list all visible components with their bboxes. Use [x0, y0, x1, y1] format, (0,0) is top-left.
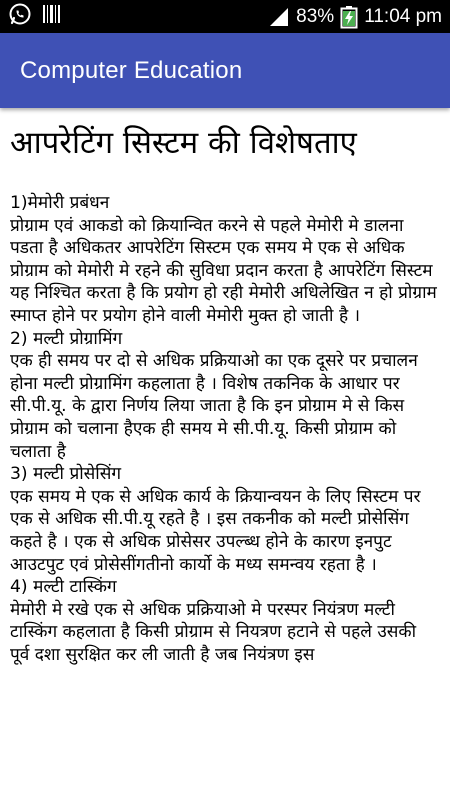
- signal-icon: [268, 6, 290, 28]
- whatsapp-icon: [8, 2, 32, 31]
- section-heading-memory-management: 1)मेमोरी प्रबंधन: [10, 193, 110, 213]
- section-text-memory-management: प्रोग्राम एवं आकडो को क्रियान्वित करने से पहले मेमोरी मे डालना पडता है अधिकतर आपरेटिंग सिस्टम एक समय मे एक से अधिक प्रोग्राम को मेमोरी मे रहने की सुविधा प्रदान करता है आपरेटिंग सिस्टम यह निश्चित करता है कि प्रयोग हो रही मेमोरी अधिलेखित न हो प्रोग्राम स्माप्त होने पर प्रयोग होने वाली मेमोरी मुक्त हो जाती है ।: [10, 215, 437, 326]
- article-body: [10, 192, 440, 666]
- status-bar: [0, 0, 450, 33]
- clock: 11:04 pm: [364, 5, 442, 27]
- section-heading-multitasking: 4) मल्टी टास्किंग: [10, 577, 117, 598]
- section-heading-multiprocessing: 3) मल्टी प्रोसेसिंग: [10, 464, 122, 485]
- battery-percent: 83%: [296, 5, 335, 27]
- section-heading-multiprogramming: 2) मल्टी प्रोग्रामिंग: [10, 328, 123, 349]
- app-title: Computer Education: [20, 56, 243, 84]
- battery-charging-icon: [340, 5, 358, 29]
- section-text-multitasking: मेमोरी मे रखे एक से अधिक प्रक्रियाओ मे परस्पर नियंत्रण मल्टी टास्किंग कहलाता है किसी प्रोग्राम से नियत्रण हटाने से पहले उसकी पूर्व दशा सुरक्षित कर ली जाती है जब नियंत्रण इस: [10, 599, 417, 665]
- notification-icons: [8, 2, 62, 31]
- section-text-multiprocessing: एक समय मे एक से अधिक कार्य के क्रियान्वयन के लिए सिस्टम पर एक से अधिक सी.पी.यू रहते है । इस तकनीक को मल्टी प्रोसेसिंग कहते है । एक से अधिक प्रोसेसर उपल्ब्ध होने के कारण इनपुट आउटपुट एवं प्रोसेसींगतीनो कार्यो के मध्य समन्वय रहता है ।: [10, 486, 421, 575]
- article-title: आपरेटिंग सिस्टम की विशेषताए: [10, 125, 357, 161]
- section-text-multiprogramming: एक ही समय पर दो से अधिक प्रक्रियाओ का एक दूसरे पर प्रचालन होना मल्टी प्रोग्रामिंग कहलाता है । विशेष तकनिक के आधार पर सी.पी.यू. के द्वारा निर्णय लिया जाता है कि इन प्रोग्राम मे से किस प्रोग्राम को चलाना हैएक ही समय मे सी.पी.यू. किसी प्रोग्राम को चलाता है: [10, 351, 418, 462]
- system-indicators: [268, 5, 442, 29]
- app-bar: [0, 33, 450, 108]
- barcode-icon: [42, 2, 62, 31]
- article-content[interactable]: [0, 108, 450, 800]
